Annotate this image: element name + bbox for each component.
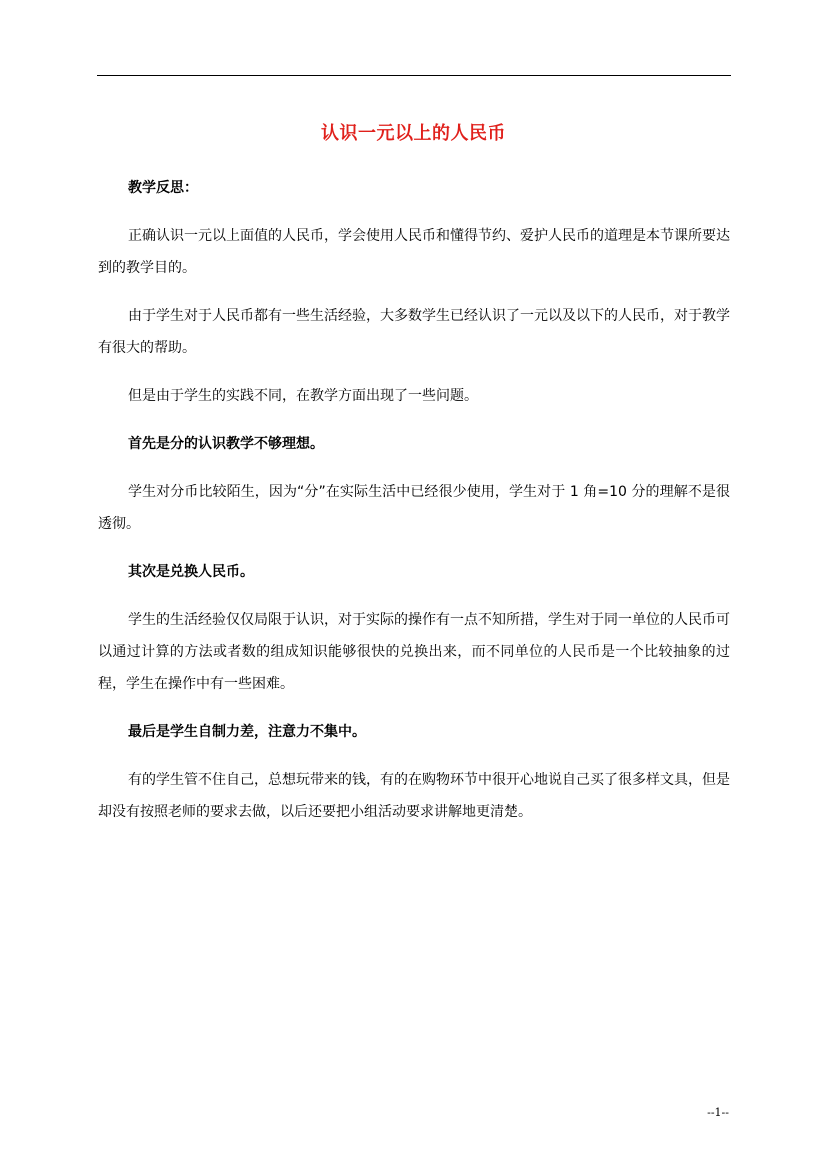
paragraph-third-problem: 有的学生管不住自己，总想玩带来的钱，有的在购物环节中很开心地说自己买了很多样文具，但是却没有按照老师的要求去做，以后还要把小组活动要求讲解地更清楚。 xyxy=(98,772,730,820)
paragraph-teaching-goal: 正确认识一元以上面值的人民币，学会使用人民币和懂得节约、爱护人民币的道理是本节课所要达到的教学目的。 xyxy=(98,228,730,276)
paragraph-prior-experience: 由于学生对于人民币都有一些生活经验，大多数学生已经认识了一元以及以下的人民币，对于教学有很大的帮助。 xyxy=(98,308,730,356)
paragraph-second-problem: 学生的生活经验仅仅局限于认识，对于实际的操作有一点不知所措，学生对于同一单位的人民币可以通过计算的方法或者数的组成知识能够很快的兑换出来，而不同单位的人民币是一个比较抽象的过程，学生在操作中有一些困难。 xyxy=(98,612,730,692)
heading-third-problem: 最后是学生自制力差，注意力不集中。 xyxy=(128,724,366,740)
header-rule xyxy=(97,75,731,76)
paragraph-problems-intro: 但是由于学生的实践不同，在教学方面出现了一些问题。 xyxy=(128,388,478,404)
document-title: 认识一元以上的人民币 xyxy=(321,123,506,144)
paragraph-first-problem: 学生对分币比较陌生，因为“分”在实际生活中已经很少使用，学生对于 1 角=10 分的理解不是很透彻。 xyxy=(98,484,730,532)
heading-first-problem: 首先是分的认识教学不够理想。 xyxy=(128,436,324,452)
section-heading-reflection: 教学反思： xyxy=(128,180,198,196)
page-number: --1-- xyxy=(707,1106,729,1119)
document-body xyxy=(98,172,730,844)
heading-second-problem: 其次是兑换人民币。 xyxy=(128,564,254,580)
